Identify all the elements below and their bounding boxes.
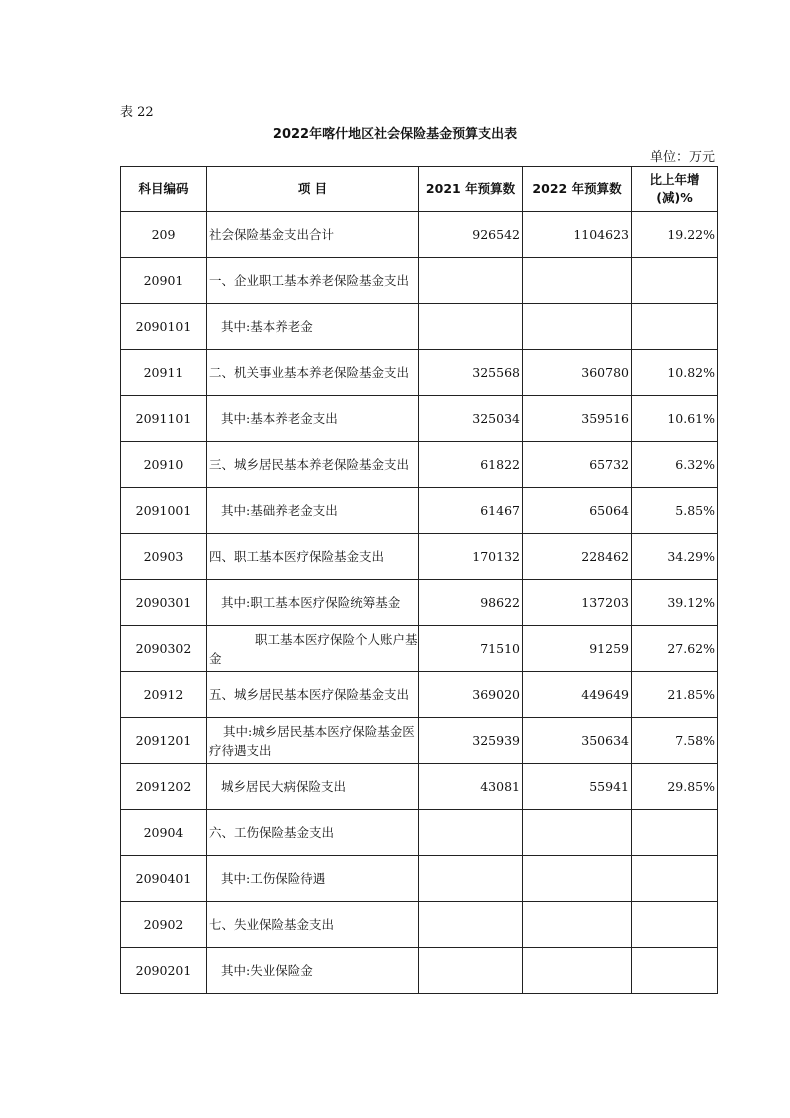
row-code: 2090301: [121, 580, 207, 626]
header-2022-budget: 2022 年预算数: [523, 167, 632, 212]
row-2021-budget: [419, 902, 523, 948]
header-code: 科目编码: [121, 167, 207, 212]
row-2021-budget: 98622: [419, 580, 523, 626]
row-2021-budget: [419, 948, 523, 994]
row-change-percent: 34.29%: [632, 534, 718, 580]
row-item: 六、工伤保险基金支出: [207, 810, 419, 856]
row-item: 其中:职工基本医疗保险统筹基金: [207, 580, 419, 626]
row-change-percent: 6.32%: [632, 442, 718, 488]
table-row: [121, 810, 718, 856]
header-item: 项 目: [207, 167, 419, 212]
row-code: 20901: [121, 258, 207, 304]
table-row: [121, 442, 718, 488]
header-change-line1: 比上年增: [649, 172, 700, 187]
row-code: 20903: [121, 534, 207, 580]
row-change-percent: [632, 948, 718, 994]
row-item: 其中:基本养老金: [207, 304, 419, 350]
table-row: [121, 672, 718, 718]
row-code: 20902: [121, 902, 207, 948]
row-item: [207, 626, 419, 672]
row-2022-budget: 65064: [523, 488, 632, 534]
row-code: 2090101: [121, 304, 207, 350]
budget-table: [120, 166, 718, 994]
row-2022-budget: 228462: [523, 534, 632, 580]
row-code: 20910: [121, 442, 207, 488]
table-row: [121, 948, 718, 994]
row-2021-budget: 71510: [419, 626, 523, 672]
table-row: [121, 718, 718, 764]
row-2022-budget: 350634: [523, 718, 632, 764]
row-code: 2091201: [121, 718, 207, 764]
table-row: [121, 856, 718, 902]
row-2021-budget: 43081: [419, 764, 523, 810]
row-item-text: 职工基本医疗保险个人账户基金: [209, 631, 418, 666]
row-change-percent: [632, 258, 718, 304]
row-code: 20911: [121, 350, 207, 396]
row-2022-budget: [523, 810, 632, 856]
table-row: [121, 764, 718, 810]
row-item: 其中:基础养老金支出: [207, 488, 419, 534]
row-change-percent: [632, 856, 718, 902]
row-change-percent: 10.82%: [632, 350, 718, 396]
row-2022-budget: 137203: [523, 580, 632, 626]
row-code: 2090302: [121, 626, 207, 672]
row-change-percent: 10.61%: [632, 396, 718, 442]
row-change-percent: 21.85%: [632, 672, 718, 718]
table-header-row: [121, 167, 718, 212]
row-item: [207, 718, 419, 764]
row-code: 2090201: [121, 948, 207, 994]
row-2021-budget: 325568: [419, 350, 523, 396]
row-code: 2091001: [121, 488, 207, 534]
header-change-percent: [632, 167, 718, 212]
row-item: 二、机关事业基本养老保险基金支出: [207, 350, 419, 396]
table-row: [121, 488, 718, 534]
row-2021-budget: [419, 258, 523, 304]
row-change-percent: 19.22%: [632, 212, 718, 258]
row-code: 2090401: [121, 856, 207, 902]
row-2021-budget: 926542: [419, 212, 523, 258]
row-2022-budget: [523, 902, 632, 948]
row-2021-budget: 61822: [419, 442, 523, 488]
table-row: [121, 580, 718, 626]
row-2022-budget: 55941: [523, 764, 632, 810]
row-2022-budget: 1104623: [523, 212, 632, 258]
row-change-percent: 39.12%: [632, 580, 718, 626]
row-code: 2091101: [121, 396, 207, 442]
row-2022-budget: [523, 304, 632, 350]
header-change-line2: (减)%: [656, 190, 693, 205]
row-item: 三、城乡居民基本养老保险基金支出: [207, 442, 419, 488]
row-2022-budget: 65732: [523, 442, 632, 488]
table-row: [121, 626, 718, 672]
row-code: 2091202: [121, 764, 207, 810]
row-code: 20912: [121, 672, 207, 718]
row-change-percent: 27.62%: [632, 626, 718, 672]
row-code: 20904: [121, 810, 207, 856]
row-item: 其中:基本养老金支出: [207, 396, 419, 442]
row-2021-budget: 61467: [419, 488, 523, 534]
row-2022-budget: 360780: [523, 350, 632, 396]
row-item: 五、城乡居民基本医疗保险基金支出: [207, 672, 419, 718]
row-2021-budget: 325939: [419, 718, 523, 764]
row-code: 209: [121, 212, 207, 258]
unit-label: 单位：万元: [649, 150, 715, 165]
row-item: 其中:工伤保险待遇: [207, 856, 419, 902]
row-change-percent: [632, 902, 718, 948]
row-2021-budget: 170132: [419, 534, 523, 580]
row-2022-budget: 359516: [523, 396, 632, 442]
table-row: [121, 396, 718, 442]
row-2021-budget: 325034: [419, 396, 523, 442]
row-change-percent: 29.85%: [632, 764, 718, 810]
row-2021-budget: 369020: [419, 672, 523, 718]
table-row: [121, 304, 718, 350]
row-2022-budget: [523, 258, 632, 304]
row-2022-budget: [523, 948, 632, 994]
row-2022-budget: 91259: [523, 626, 632, 672]
header-2021-budget: 2021 年预算数: [419, 167, 523, 212]
row-item: 一、企业职工基本养老保险基金支出: [207, 258, 419, 304]
row-change-percent: 7.58%: [632, 718, 718, 764]
row-change-percent: [632, 304, 718, 350]
row-item: 其中:失业保险金: [207, 948, 419, 994]
table-row: [121, 350, 718, 396]
row-item-text: 其中:城乡居民基本医疗保险基金医疗待遇支出: [209, 723, 415, 758]
row-2022-budget: 449649: [523, 672, 632, 718]
row-2021-budget: [419, 810, 523, 856]
table-row: [121, 534, 718, 580]
table-row: [121, 258, 718, 304]
row-item: 城乡居民大病保险支出: [207, 764, 419, 810]
table-row: [121, 212, 718, 258]
page-title: 2022年喀什地区社会保险基金预算支出表: [272, 127, 518, 142]
row-item: 七、失业保险基金支出: [207, 902, 419, 948]
row-2021-budget: [419, 304, 523, 350]
row-change-percent: [632, 810, 718, 856]
row-2021-budget: [419, 856, 523, 902]
table-row: [121, 902, 718, 948]
row-item: 四、职工基本医疗保险基金支出: [207, 534, 419, 580]
row-2022-budget: [523, 856, 632, 902]
row-change-percent: 5.85%: [632, 488, 718, 534]
row-item: 社会保险基金支出合计: [207, 212, 419, 258]
table-number-label: 表 22: [120, 105, 154, 120]
